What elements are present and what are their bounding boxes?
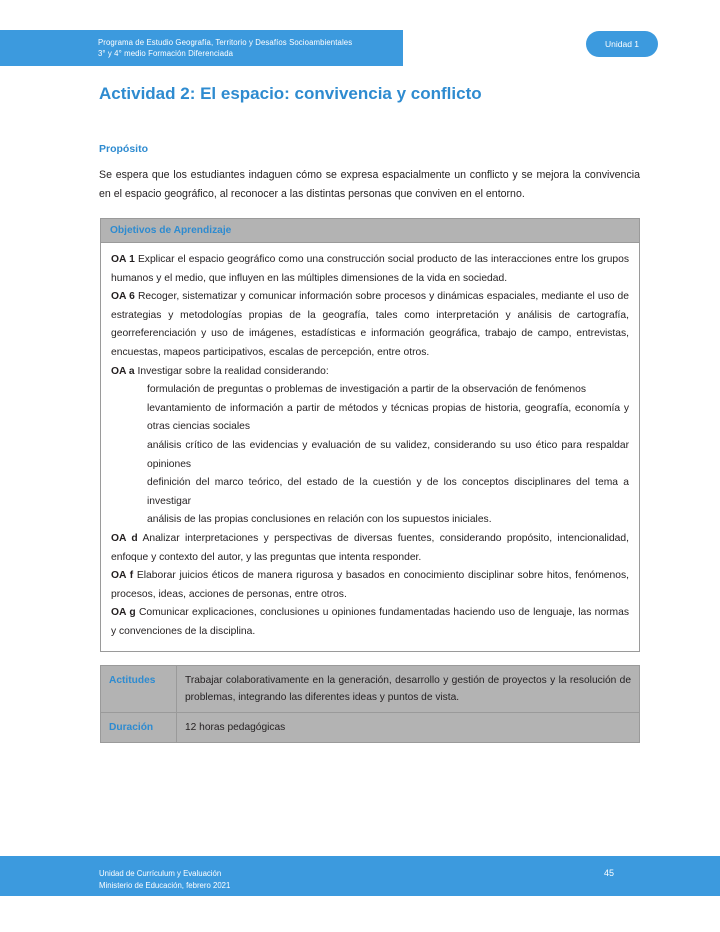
attitudes-value: Trabajar colaborativamente en la generación, desarrollo y gestión de proyectos y la resolución de problemas, integrando las diferentes ideas y puntos de vista. bbox=[177, 666, 640, 713]
objective-item bbox=[111, 288, 629, 362]
objective-sub-item: formulación de preguntas o problemas de investigación a partir de la observación de fenómenos bbox=[147, 384, 587, 396]
objective-code: OA g bbox=[111, 607, 136, 619]
footer-line-2: Ministerio de Educación, febrero 2021 bbox=[99, 880, 231, 890]
header-text bbox=[98, 37, 352, 59]
footer-line-1: Unidad de Currículum y Evaluación bbox=[99, 869, 222, 878]
table-row bbox=[101, 666, 640, 713]
objectives-header: Objetivos de Aprendizaje bbox=[101, 219, 639, 243]
objective-item bbox=[111, 530, 629, 567]
objective-sub-item: análisis crítico de las evidencias y evaluación de su validez, considerando su uso ético para respaldar opiniones bbox=[147, 439, 629, 470]
objective-sub-item: levantamiento de información a partir de métodos y técnicas propias de historia, geografía, economía y otras ciencias sociales bbox=[147, 402, 629, 433]
objective-sub-list bbox=[147, 381, 629, 530]
attitudes-label: Actitudes bbox=[101, 666, 177, 713]
objective-item bbox=[111, 363, 629, 382]
objective-code: OA f bbox=[111, 570, 134, 582]
objective-code: OA 6 bbox=[111, 291, 135, 303]
objective-sub-item: análisis de las propias conclusiones en relación con los supuestos iniciales. bbox=[147, 514, 492, 526]
objective-text: Explicar el espacio geográfico como una construcción social producto de las interacciones entre los grupos humanos y el medio, que influyen en las múltiples dimensiones de la vida en sociedad. bbox=[111, 254, 629, 284]
objective-text: Elaborar juicios éticos de manera rigurosa y basados en conocimiento disciplinar sobre hitos, fenómenos, procesos, ideas, acciones de personas, entre otros. bbox=[111, 570, 629, 600]
duration-label: Duración bbox=[101, 713, 177, 743]
objective-text: Recoger, sistematizar y comunicar información sobre procesos y dinámicas espaciales, mediante el uso de estrategias y metodologías propias de la geografía, tales como interpretación y análisis de cartografía, georreferenciación y uso de imágenes, estadísticas e información geográfica, trabajo de campo, entrevistas, encuestas, mapeos participativos, escalas de percepción, entre otros. bbox=[111, 291, 629, 358]
objectives-box bbox=[100, 218, 640, 652]
purpose-text: Se espera que los estudiantes indaguen cómo se expresa espacialmente un conflicto y se mejora la convivencia en el espacio geográfico, al reconocer a las distintas personas que conviven en el entorno. bbox=[99, 169, 640, 200]
duration-value: 12 horas pedagógicas bbox=[177, 713, 640, 743]
attributes-table bbox=[100, 665, 640, 743]
table-row bbox=[101, 713, 640, 743]
objective-text: Analizar interpretaciones y perspectivas de diversas fuentes, considerando propósito, intencionalidad, enfoque y contexto del autor, y las preguntas que intenta responder. bbox=[111, 532, 629, 563]
objective-item bbox=[111, 251, 629, 288]
page-title: Actividad 2: El espacio: convivencia y conflicto bbox=[99, 84, 482, 103]
unit-badge: Unidad 1 bbox=[586, 31, 658, 57]
objective-code: OA 1 bbox=[111, 254, 135, 265]
objective-code: OA d bbox=[111, 532, 138, 544]
footer-text bbox=[99, 868, 230, 891]
objective-item bbox=[111, 604, 629, 641]
purpose-label: Propósito bbox=[99, 143, 148, 155]
objective-item bbox=[111, 567, 629, 604]
page-number: 45 bbox=[604, 868, 615, 878]
objective-text: Investigar sobre la realidad considerando: bbox=[137, 365, 329, 377]
header-line-1: Programa de Estudio Geografía, Territorio y Desafíos Socioambientales bbox=[98, 38, 353, 47]
objective-sub-item: definición del marco teórico, del estado de la cuestión y de los conceptos disciplinares del tema a investigar bbox=[147, 477, 629, 507]
objective-code: OA a bbox=[111, 365, 135, 377]
objectives-body bbox=[101, 243, 639, 651]
objective-text: Comunicar explicaciones, conclusiones u opiniones fundamentadas haciendo uso de lenguaje, las normas y convenciones de la disciplina. bbox=[111, 607, 629, 637]
header-line-2: 3° y 4° medio Formación Diferenciada bbox=[98, 49, 234, 58]
